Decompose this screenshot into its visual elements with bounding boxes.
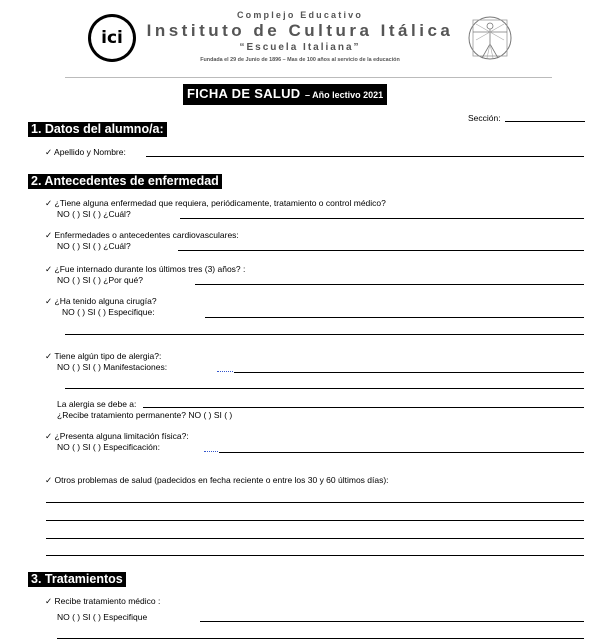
header-escuela: “Escuela Italiana” bbox=[239, 42, 361, 53]
q-limitacion-field[interactable] bbox=[219, 452, 584, 453]
q-enfermedad-options: NO ( ) SI ( ) ¿Cuál? bbox=[57, 209, 131, 219]
q-alergia-causa: La alergia se debe a: bbox=[57, 399, 137, 409]
q-internado: ¿Fue internado durante los últimos tres (3) años? : bbox=[54, 264, 246, 274]
header-institute: Instituto de Cultura Itálica bbox=[146, 21, 454, 40]
check-icon: ✓ bbox=[45, 147, 53, 157]
q-internado-options: NO ( ) SI ( ) ¿Por qué? bbox=[57, 275, 143, 285]
q-otros-field-2[interactable] bbox=[46, 520, 584, 521]
q-tratamiento: Recibe tratamiento médico : bbox=[54, 596, 161, 606]
q-tratamiento-options: NO ( ) SI ( ) Especifique bbox=[57, 612, 148, 622]
apellido-field[interactable] bbox=[146, 156, 584, 157]
q-alergia: Tiene algún tipo de alergia?: bbox=[54, 351, 162, 361]
q-enfermedad: ¿Tiene alguna enfermedad que requiera, periódicamente, tratamiento o control médico? bbox=[54, 198, 386, 208]
check-icon: ✓ bbox=[45, 198, 53, 208]
q-otros-field-4[interactable] bbox=[46, 555, 584, 556]
check-icon: ✓ bbox=[45, 230, 53, 240]
q-limitacion: ¿Presenta alguna limitación física?: bbox=[54, 431, 189, 441]
check-icon: ✓ bbox=[45, 596, 53, 606]
q-cirugia: ¿Ha tenido alguna cirugía? bbox=[54, 296, 157, 306]
q-otros-field-1[interactable] bbox=[46, 502, 584, 503]
q-internado-field[interactable] bbox=[195, 284, 584, 285]
section-2-heading: 2. Antecedentes de enfermedad bbox=[28, 174, 222, 189]
header-fundada: Fundada el 29 de Junio de 1896 – Mas de 100 años al servicio de la educación bbox=[200, 57, 400, 63]
q-cardio-options: NO ( ) SI ( ) ¿Cuál? bbox=[57, 241, 131, 251]
q-alergia-field[interactable] bbox=[234, 372, 584, 373]
seccion-field[interactable] bbox=[505, 121, 585, 122]
vitruvian-man-icon bbox=[466, 14, 514, 62]
check-icon: ✓ bbox=[45, 296, 53, 306]
q-cardio: Enfermedades o antecedentes cardiovasculares: bbox=[54, 230, 239, 240]
logo-text: ici bbox=[101, 28, 123, 48]
section-3-heading: 3. Tratamientos bbox=[28, 572, 126, 587]
q-limitacion-options: NO ( ) SI ( ) Especificación: bbox=[57, 442, 160, 452]
header-rule bbox=[65, 77, 552, 78]
apellido-label: Apellido y Nombre: bbox=[54, 147, 126, 157]
school-logo bbox=[88, 14, 136, 62]
header-line1: Complejo Educativo bbox=[236, 10, 364, 20]
q-otros-field-3[interactable] bbox=[46, 538, 584, 539]
q-alergia-field-2[interactable] bbox=[65, 388, 584, 389]
form-title: FICHA DE SALUD – Año lectivo 2021 bbox=[183, 84, 387, 105]
q-tratamiento-field[interactable] bbox=[200, 621, 584, 622]
spellcheck-underline bbox=[204, 451, 218, 452]
seccion-label: Sección: bbox=[468, 113, 501, 123]
q-cirugia-field[interactable] bbox=[205, 317, 584, 318]
check-icon: ✓ bbox=[45, 475, 53, 485]
spellcheck-underline bbox=[217, 371, 233, 372]
q-enfermedad-field[interactable] bbox=[180, 218, 584, 219]
q-alergia-options: NO ( ) SI ( ) Manifestaciones: bbox=[57, 362, 168, 372]
check-icon: ✓ bbox=[45, 431, 53, 441]
q-cirugia-options: NO ( ) SI ( ) Especifique: bbox=[62, 307, 155, 317]
q-alergia-causa-field[interactable] bbox=[143, 407, 584, 408]
section-1-heading: 1. Datos del alumno/a: bbox=[28, 122, 167, 137]
check-icon: ✓ bbox=[45, 264, 53, 274]
q-otros: Otros problemas de salud (padecidos en fecha reciente o entre los 30 y 60 últimos días): bbox=[54, 475, 389, 485]
q-cirugia-field-2[interactable] bbox=[65, 334, 584, 335]
q-tratamiento-field-2[interactable] bbox=[57, 638, 584, 639]
q-tratamiento-permanente: ¿Recibe tratamiento permanente? NO ( ) SI ( ) bbox=[57, 410, 233, 420]
q-cardio-field[interactable] bbox=[178, 250, 584, 251]
check-icon: ✓ bbox=[45, 351, 53, 361]
